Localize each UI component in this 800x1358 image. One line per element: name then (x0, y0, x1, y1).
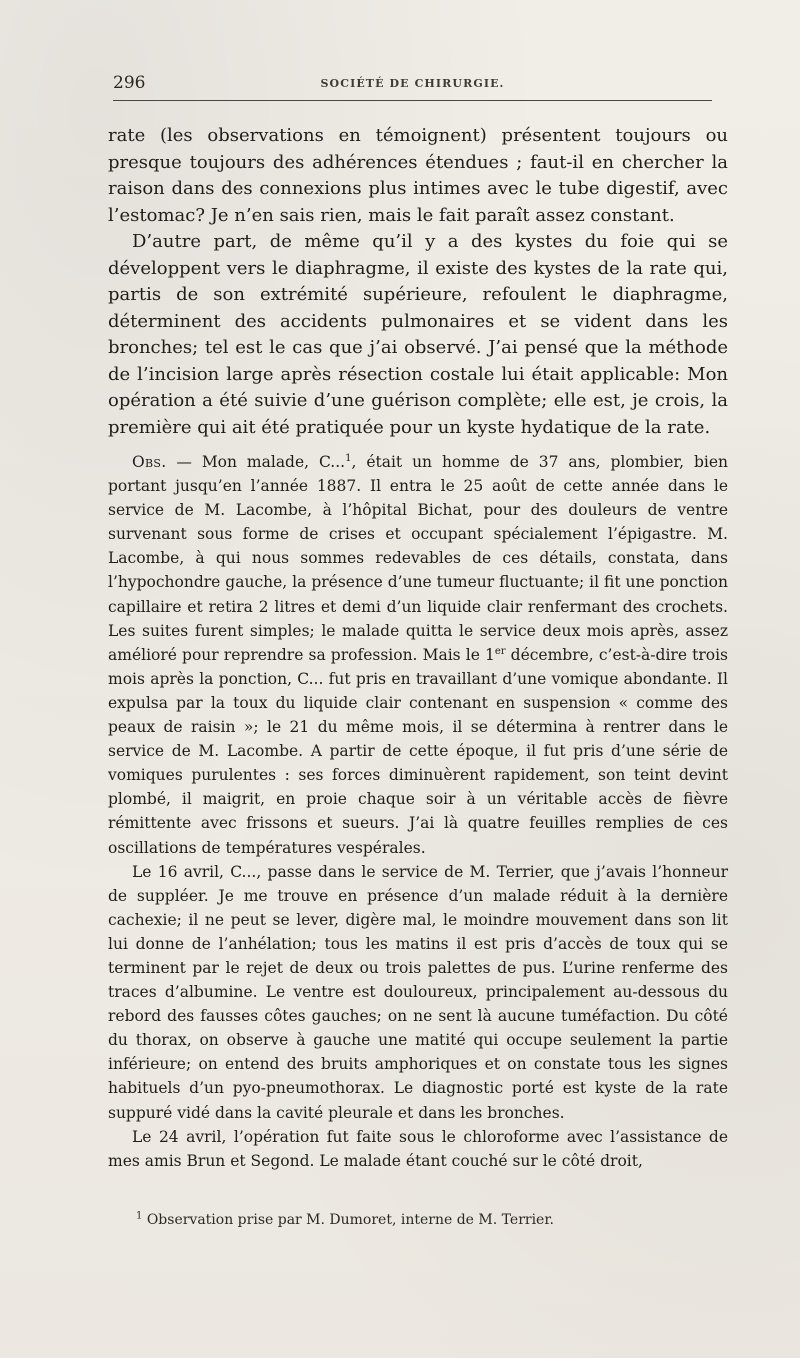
page-number: 296 (113, 73, 146, 93)
observation-paragraph-2: Le 16 avril, C..., passe dans le service de M. Terrier, que j’avais l’honneur de suppléer. Je me trouve en présence d’un malade réduit à la dernière cachexie; il ne peut se lever, digère mal, le moindre mouvement dans son lit lui donne de l’anhélation; tous les matins il est pris d’accès de toux qui se terminent par le rejet de deux ou trois palettes de pus. L’urine renferme des traces d’albumine. Le ventre est douloureux, principalement au-dessous du rebord des fausses côtes gauches; on ne sent là aucune tuméfaction. Du côté du thorax, on observe à gauche une matité qui occupe seulement la partie inférieure; on entend des bruits amphoriques et on constate tous les signes habituels d’un pyo-pneumothorax. Le diagnostic porté est kyste de la rate suppuré vidé dans la cavité pleurale et dans les bronches. (108, 862, 728, 1122)
observation-paragraph-1 (108, 450, 728, 860)
observation-label: Obs. (132, 453, 167, 471)
footnote (108, 1210, 728, 1230)
observation-dash: — (166, 453, 202, 471)
observation-paragraph-3: Le 24 avril, l’opération fut faite sous le chloroforme avec l’assistance de mes amis Brun et Segond. Le malade étant couché sur le côté droit, (108, 1127, 728, 1170)
main-text (108, 123, 728, 441)
observation-intro: Mon malade, C... (201, 453, 346, 471)
observation-section (108, 450, 728, 1173)
footnote-section (108, 1210, 728, 1230)
footnote-marker: 1 (136, 1210, 143, 1222)
observation-body-end: décembre, c’est-à-dire trois mois après la ponction, C... fut pris en travaillant d’une vomique abondante. Il expulsa par la toux du liquide clair contenant en suspension « comme des peaux de raisin »; le 21 du même mois, il se détermina à rentrer dans le service de M. Lacombe. A partir de cette époque, il fut pris d’une série de vomiques purulentes : ses forces diminuèrent rapidement, son teint devint plombé, il maigrit, en proie chaque soir à un véritable accès de fièvre rémittente avec frissons et sueurs. J’ai là quatre feuilles remplies de ces oscillations de températures vespérales. (108, 645, 728, 857)
observation-body-start: , était un homme de 37 ans, plombier, bien portant jusqu’en l’année 1887. Il entra le 25 août de cette année dans le service de M. Lacombe, à l’hôpital Bichat, pour des douleurs de ventre survenant sous forme de crises et occupant spécialement l’épigastre. M. Lacombe, à qui nous sommes redevables de ces détails, constata, dans l’hypochondre gauche, la présence d’une tumeur fluctuante; il fit une ponction capillaire et retira 2 litres et demi d’un liquide clair renfermant des crochets. Les suites furent simples; le malade quitta le service deux mois après, assez amélioré pour reprendre sa profession. Mais le 1 (108, 453, 728, 664)
body-paragraph-2: D’autre part, de même qu’il y a des kystes du foie qui se développent vers le diaphragme, il existe des kystes de la rate qui, partis de son extrémité supérieure, refoulent le diaphragme, déterminent des accidents pulmonaires et se vident dans les bronches; tel est le cas que j’ai observé. J’ai pensé que la méthode de l’incision large après résection costale lui était applicable: Mon opération a été suivie d’une guérison complète; elle est, je crois, la première qui ait été pratiquée pour un kyste hydatique de la rate. (108, 231, 728, 438)
running-head-title: SOCIÉTÉ DE CHIRURGIE. (320, 76, 505, 90)
body-paragraph-1: rate (les observations en témoignent) présentent toujours ou presque toujours des adhérences étendues ; faut-il en chercher la raison dans des connexions plus intimes avec le tube digestif, avec l’estomac? Je n’en sais rien, mais le fait paraît assez constant. (108, 125, 728, 226)
footnote-text: Observation prise par M. Dumoret, interne de M. Terrier. (142, 1212, 554, 1228)
footnote-reference: 1 (345, 452, 352, 464)
date-ordinal: er (494, 645, 506, 657)
running-head (113, 70, 712, 96)
header-rule (113, 100, 712, 101)
